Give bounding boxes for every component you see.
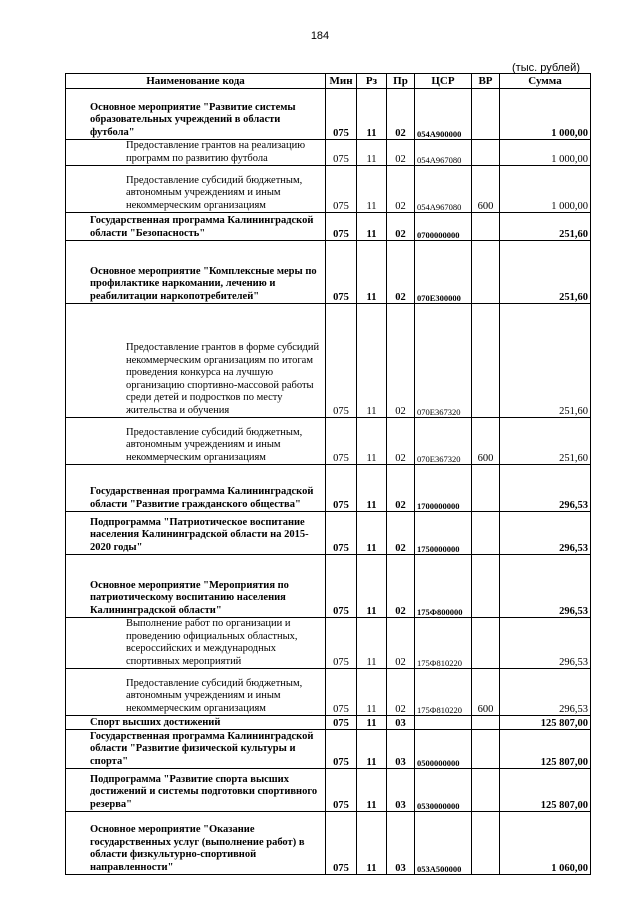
table-row	[66, 140, 591, 166]
row-csr: 070Е367320	[415, 418, 472, 465]
row-name-text: Государственная программа Калининградской области "Развитие гражданского общества"	[90, 486, 314, 510]
row-pr: 02	[387, 89, 415, 140]
row-min: 075	[326, 512, 357, 555]
row-rz: 11	[357, 89, 387, 140]
row-name	[66, 241, 326, 304]
row-name-text: Предоставление субсидий бюджетным, автономным учреждениям и иным некоммерческим организациям	[126, 426, 303, 463]
row-rz: 11	[357, 512, 387, 555]
row-min: 075	[326, 465, 357, 512]
row-pr: 02	[387, 669, 415, 716]
row-vr	[472, 140, 500, 166]
row-csr: 070Е367320	[415, 304, 472, 418]
header-vr: ВР	[472, 74, 500, 89]
row-vr: 600	[472, 166, 500, 213]
row-csr: 175Ф810220	[415, 669, 472, 716]
row-sum: 251,60	[500, 304, 591, 418]
row-pr: 02	[387, 241, 415, 304]
row-rz: 11	[357, 555, 387, 618]
row-rz: 11	[357, 166, 387, 213]
row-name-text: Предоставление грантов на реализацию программ по развитию футбола	[126, 140, 306, 164]
row-rz: 11	[357, 730, 387, 769]
header-pr: Пр	[387, 74, 415, 89]
row-csr: 054А967080	[415, 166, 472, 213]
row-csr: 053А500000	[415, 812, 472, 875]
row-sum: 251,60	[500, 241, 591, 304]
row-pr: 02	[387, 140, 415, 166]
row-rz: 11	[357, 418, 387, 465]
row-sum: 1 000,00	[500, 89, 591, 140]
row-rz: 11	[357, 716, 387, 730]
row-name	[66, 769, 326, 812]
row-sum: 251,60	[500, 418, 591, 465]
row-pr: 02	[387, 618, 415, 669]
table-row	[66, 418, 591, 465]
row-csr: 070Е300000	[415, 241, 472, 304]
table-row	[66, 618, 591, 669]
row-name-text: Основное мероприятие "Оказание государственных услуг (выполнение работ) в области физкультурно-спортивной направленности"	[90, 824, 305, 873]
row-name	[66, 812, 326, 875]
row-name-text: Государственная программа Калининградской области "Безопасность"	[90, 215, 314, 239]
row-sum: 125 807,00	[500, 730, 591, 769]
row-min: 075	[326, 812, 357, 875]
row-rz: 11	[357, 769, 387, 812]
row-name	[66, 730, 326, 769]
row-vr: 600	[472, 669, 500, 716]
row-rz: 11	[357, 213, 387, 241]
row-sum: 1 060,00	[500, 812, 591, 875]
page-number: 184	[310, 30, 330, 42]
row-name	[66, 669, 326, 716]
row-csr: 1750000000	[415, 512, 472, 555]
row-name-text: Предоставление субсидий бюджетным, автономным учреждениям и иным некоммерческим организациям	[126, 174, 303, 211]
row-sum: 296,53	[500, 618, 591, 669]
row-min: 075	[326, 166, 357, 213]
row-name-text: Предоставление грантов в форме субсидий некоммерческим организациям по итогам проведения конкурса на лучшую организацию спортивно-массовой работы среди детей и подростков по месту жительства и обучения	[126, 342, 320, 416]
row-name	[66, 716, 326, 730]
row-name-text: Подпрограмма "Патриотическое воспитание населения Калининградской области на 2015-2020 годы"	[90, 516, 309, 553]
row-vr	[472, 555, 500, 618]
row-name-text: Выполнение работ по организации и проведению официальных областных, всероссийских и международных спортивных мероприятий	[126, 618, 298, 667]
table-row	[66, 730, 591, 769]
units-note: (тыс. рублей)	[512, 62, 580, 74]
table-row	[66, 166, 591, 213]
row-name-text: Государственная программа Калининградской области "Развитие физической культуры и спорта"	[90, 730, 314, 767]
row-vr	[472, 89, 500, 140]
row-name	[66, 166, 326, 213]
row-min: 075	[326, 716, 357, 730]
table-row	[66, 465, 591, 512]
row-sum: 125 807,00	[500, 769, 591, 812]
row-min: 075	[326, 418, 357, 465]
row-pr: 02	[387, 512, 415, 555]
row-min: 075	[326, 618, 357, 669]
row-sum: 296,53	[500, 669, 591, 716]
row-rz: 11	[357, 618, 387, 669]
row-sum: 125 807,00	[500, 716, 591, 730]
row-pr: 03	[387, 730, 415, 769]
row-csr: 0530000000	[415, 769, 472, 812]
row-name	[66, 140, 326, 166]
row-min: 075	[326, 669, 357, 716]
row-vr	[472, 716, 500, 730]
row-min: 075	[326, 241, 357, 304]
row-pr: 02	[387, 304, 415, 418]
row-pr: 02	[387, 166, 415, 213]
row-name	[66, 89, 326, 140]
row-vr	[472, 213, 500, 241]
row-min: 075	[326, 555, 357, 618]
row-csr: 054А967080	[415, 140, 472, 166]
row-csr: 175Ф810220	[415, 618, 472, 669]
row-vr	[472, 241, 500, 304]
row-sum: 296,53	[500, 512, 591, 555]
table-row	[66, 716, 591, 730]
row-name	[66, 213, 326, 241]
row-min: 075	[326, 89, 357, 140]
row-csr: 175Ф800000	[415, 555, 472, 618]
row-pr: 02	[387, 465, 415, 512]
row-name	[66, 618, 326, 669]
row-name	[66, 555, 326, 618]
row-name	[66, 418, 326, 465]
table-header-row	[66, 74, 591, 89]
row-name	[66, 465, 326, 512]
row-pr: 03	[387, 812, 415, 875]
row-vr	[472, 618, 500, 669]
row-rz: 11	[357, 812, 387, 875]
table-row	[66, 555, 591, 618]
row-sum: 251,60	[500, 213, 591, 241]
row-sum: 296,53	[500, 555, 591, 618]
row-rz: 11	[357, 241, 387, 304]
row-rz: 11	[357, 304, 387, 418]
row-vr: 600	[472, 418, 500, 465]
row-vr	[472, 304, 500, 418]
row-min: 075	[326, 769, 357, 812]
row-vr	[472, 812, 500, 875]
row-name-text: Основное мероприятие "Комплексные меры по профилактике наркомании, лечению и реабилитации наркопотребителей"	[90, 265, 317, 302]
row-name-text: Основное мероприятие "Развитие системы образовательных учреждений в области футбола"	[90, 101, 296, 138]
row-min: 075	[326, 140, 357, 166]
table-row	[66, 213, 591, 241]
budget-table	[65, 73, 591, 875]
row-name	[66, 304, 326, 418]
row-vr	[472, 512, 500, 555]
table-row	[66, 304, 591, 418]
row-vr	[472, 769, 500, 812]
row-rz: 11	[357, 669, 387, 716]
row-name-text: Подпрограмма "Развитие спорта высших достижений и системы подготовки спортивного резерва"	[90, 773, 318, 810]
header-rz: Рз	[357, 74, 387, 89]
table-row	[66, 669, 591, 716]
row-pr: 03	[387, 769, 415, 812]
row-csr: 054А900000	[415, 89, 472, 140]
table-row	[66, 89, 591, 140]
row-vr	[472, 730, 500, 769]
row-csr: 0700000000	[415, 213, 472, 241]
row-min: 075	[326, 213, 357, 241]
row-min: 075	[326, 730, 357, 769]
row-pr: 02	[387, 418, 415, 465]
row-name-text: Спорт высших достижений	[90, 716, 221, 728]
header-name: Наименование кода	[66, 74, 326, 89]
row-min: 075	[326, 304, 357, 418]
table-row	[66, 512, 591, 555]
table-row	[66, 812, 591, 875]
header-csr: ЦСР	[415, 74, 472, 89]
row-pr: 02	[387, 213, 415, 241]
header-sum: Сумма	[500, 74, 591, 89]
table-row	[66, 769, 591, 812]
row-csr: 0500000000	[415, 730, 472, 769]
row-pr: 02	[387, 555, 415, 618]
row-rz: 11	[357, 140, 387, 166]
table-row	[66, 241, 591, 304]
row-sum: 1 000,00	[500, 140, 591, 166]
row-csr: 1700000000	[415, 465, 472, 512]
row-sum: 1 000,00	[500, 166, 591, 213]
row-name	[66, 512, 326, 555]
row-vr	[472, 465, 500, 512]
row-name-text: Основное мероприятие "Мероприятия по патриотическому воспитанию населения Калининградской области"	[90, 579, 289, 616]
row-name-text: Предоставление субсидий бюджетным, автономным учреждениям и иным некоммерческим организациям	[126, 677, 303, 714]
row-pr: 03	[387, 716, 415, 730]
row-rz: 11	[357, 465, 387, 512]
row-csr	[415, 716, 472, 730]
header-min: Мин	[326, 74, 357, 89]
row-sum: 296,53	[500, 465, 591, 512]
